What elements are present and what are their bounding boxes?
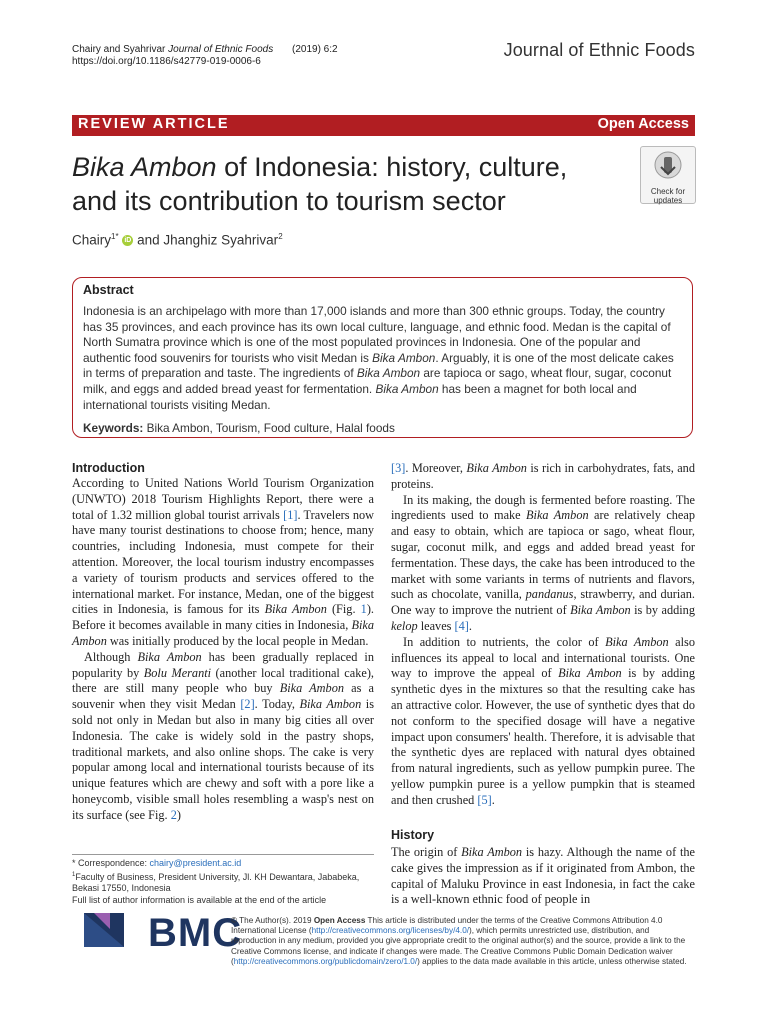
citation-year: (2019) 6:2: [292, 44, 338, 55]
text-run: has been gradually replaced in popularity by: [72, 649, 374, 680]
license-run: © The Author(s). 2019: [231, 916, 314, 925]
author-2-affil: 2: [278, 232, 283, 241]
citation-authors: Chairy and Syahrivar: [72, 44, 166, 55]
abstract-text-part: Bika Ambon: [356, 366, 421, 381]
intro-paragraph-2: [72, 650, 374, 824]
right-paragraph-1: [391, 493, 695, 635]
abstract-text-part: has been a magnet for both local and international tourists visiting Medan.: [83, 381, 637, 412]
footnotes: [72, 858, 372, 906]
license-open-access: Open Access: [313, 916, 366, 925]
abstract-heading: Abstract: [83, 283, 134, 297]
italic-term: Bolu Meranti: [143, 665, 212, 680]
text-run: . Moreover,: [405, 461, 467, 475]
check-for-updates-button[interactable]: [640, 146, 696, 204]
history-text: [391, 845, 695, 908]
footnote-divider: [72, 854, 374, 855]
right-column-text: [391, 461, 695, 809]
citation-link[interactable]: [1]: [283, 507, 298, 522]
introduction-heading: Introduction: [72, 461, 145, 475]
abstract-text-part: Bika Ambon: [375, 381, 439, 396]
text-run: also influences its appeal to local and international tourists. One way to improve the appeal of: [391, 634, 695, 681]
text-run: (Fig.: [326, 602, 361, 617]
affiliation-text: Faculty of Business, President University, Jl. KH Dewantara, Jababeka, Bekasi 17550, Indonesia: [72, 871, 360, 893]
bmc-logo-text: BMC: [148, 911, 243, 955]
abstract-text: [83, 304, 683, 413]
author-info-note: Full list of author information is available at the end of the article: [72, 894, 327, 905]
text-run: is sold not only in Medan but also in many big cities all over Indonesia. The cake is widely sold in the pastry shops, traditional markets, and also online shops. The cake is very popular among local and international tourists because of its unique features which are chewy and soft with a pore like a honeycomb, visible small holes resembling a wasp's nest on its surface (see Fig.: [72, 697, 374, 822]
italic-term: Bika Ambon: [526, 508, 589, 523]
author-1: Chairy: [72, 232, 112, 248]
text-run: as a souvenir when they visit Medan: [72, 681, 374, 712]
italic-term: Bika Ambon: [570, 603, 631, 618]
figure-link[interactable]: 1: [360, 602, 367, 617]
license-run: ) applies to the data made available in this article, unless otherwise stated.: [417, 956, 687, 966]
text-run: ). Before it becomes available in many cities in Indonesia,: [72, 602, 374, 633]
italic-term: Bika Ambon: [299, 697, 362, 712]
title-line1: of Indonesia: history, culture,: [216, 152, 568, 182]
figure-link[interactable]: 2: [170, 807, 177, 822]
italic-term: Bika Ambon: [264, 602, 327, 617]
italic-term: Bika Ambon: [558, 666, 622, 681]
license-text: [231, 916, 695, 967]
abstract-text-part: Bika Ambon: [372, 350, 436, 365]
text-run: , strawberry, and durian. One way to improve the nutrient of: [391, 587, 695, 618]
text-run: According to United Nations World Tourism Organization (UNWTO) 2018 Tourism Highlights Report, there were a total of 1.32 million global tourist arrivals: [72, 476, 374, 522]
keywords-line: [83, 421, 395, 435]
history-heading: History: [391, 828, 435, 842]
text-run: .: [468, 618, 472, 633]
check-updates-label1: Check for: [650, 187, 686, 196]
keywords-list: Bika Ambon, Tourism, Food culture, Halal foods: [143, 421, 395, 435]
bmc-logo: [84, 911, 242, 956]
article-type-band: [72, 115, 695, 136]
text-run: are relatively cheap and easy to obtain, which are tapioca or sago, wheat flour, sugar, coconut milk, and eggs and added bread yeast for fermentation. These days, the cake has been introduced to the market with some variants in terms of nutrients and flavors, such as chocolate, vanilla,: [391, 508, 695, 602]
text-run: is by adding: [630, 603, 695, 618]
author-list: [72, 232, 283, 248]
italic-term: Bika Ambon: [137, 649, 202, 664]
text-run: is hazy. Although the name of the cake gives the impression as if it originated from Ambon, the capital of Maluku Province in east Indonesia, in fact the cake is a well-known ethnic food of people in: [391, 845, 695, 907]
text-run: leaves: [417, 618, 455, 633]
citation-link[interactable]: [2]: [240, 697, 255, 712]
italic-term: Bika Ambon: [466, 461, 527, 475]
text-run: .: [491, 792, 495, 807]
text-run: In addition to nutrients, the color of: [403, 634, 606, 649]
abstract-text-part: are tapioca or sago, wheat flour, sugar, coconut milk, and eggs and added bread yeast for fermentation.: [83, 366, 672, 396]
text-run: . Travelers now have many tourist destinations to choose from; hence, many countries, including Indonesia, must compete for their attention. Moreover, the local tourism industry encompasses a variety of tourism products and services offered to the international market. For instance, Medan, one of the biggest cities in Indonesia, is famous for its: [72, 507, 375, 617]
keywords-label: Keywords:: [83, 421, 144, 435]
license-link[interactable]: http://creativecommons.org/licenses/by/4.0/: [311, 926, 470, 936]
italic-term: pandanus: [525, 587, 574, 602]
correspondence-label: * Correspondence:: [72, 858, 150, 868]
abstract-text-part: Indonesia is an archipelago with more than 17,000 islands and more than 300 ethnic groups. Today, the country has 35 provinces, and each province has its own local culture, language, and ethnic food. Medan is the capital of North Sumatra province which is one of the most populated provinces in Indonesia. One of the popular and authentic food souvenirs for tourists who visit Medan is: [83, 304, 671, 365]
italic-term: kelop: [391, 618, 418, 633]
text-run: was initially produced by the local people in Medan.: [106, 633, 369, 648]
intro-paragraph-1: [72, 476, 374, 650]
article-type-label: REVIEW ARTICLE: [78, 116, 230, 132]
text-run: The origin of: [391, 845, 462, 859]
author-2: and Jhanghiz Syahrivar: [133, 232, 279, 248]
affiliation-sup: 1: [72, 871, 76, 878]
italic-term: Bika Ambon: [461, 845, 523, 859]
italic-term: Bika Ambon: [605, 634, 669, 649]
citation-link[interactable]: [4]: [454, 618, 469, 633]
correspondence-email-link[interactable]: chairy@president.ac.id: [149, 858, 242, 868]
license-run: This article is distributed under the terms of the Creative Commons Attribution 4.0 International License (: [231, 916, 663, 936]
abstract-text-part: . Arguably, it is one of the most delicate cakes in terms of preparation and taste. The ingredients of: [83, 350, 674, 381]
license-run: ), which permits unrestricted use, distribution, and reproduction in any medium, provided you give appropriate credit to the original author(s) and the source, provide a link to the Creative Commons license, and indicate if changes were made. The Creative Commons Public Domain Dedication waiver (: [231, 926, 686, 966]
right-paragraph-0: [391, 461, 695, 493]
correspondence-line: [72, 858, 372, 870]
check-updates-icon: [653, 150, 683, 180]
right-paragraph-2: [391, 635, 695, 809]
text-run: . Today,: [254, 697, 300, 712]
text-run: Although: [84, 649, 138, 664]
public-domain-link[interactable]: http://creativecommons.org/publicdomain/zero/1.0/: [233, 956, 418, 966]
bmc-logo-icon: [84, 911, 142, 949]
check-updates-label2: updates: [653, 196, 683, 205]
left-column-text: [72, 476, 374, 824]
text-run: is rich in carbohydrates, fats, and proteins.: [391, 461, 695, 491]
italic-term: Bika Ambon: [279, 681, 345, 696]
affiliation-line: [72, 870, 372, 895]
abstract-box: [72, 277, 693, 438]
text-run: is by adding synthetic dyes in the mixtures so that the resulting cake has an attractive color. However, the use of synthetic dyes that do not conform to the specified dosage will have a negative impact upon consumers' health. Therefore, it is advisable that the synthetic dyes are replaced with natural dyes obtained from natural ingredients, such as yellow pumpkin puree. The yellow pumpkin puree is a yellow pumpkin that is steamed and then crushed: [391, 666, 695, 807]
citation-link[interactable]: [3]: [391, 461, 406, 475]
citation-journal: Journal of Ethnic Foods: [168, 44, 274, 55]
orcid-icon[interactable]: iD: [124, 237, 132, 245]
open-access-label: Open Access: [597, 116, 689, 132]
title-line2: and its contribution to tourism sector: [72, 186, 506, 216]
journal-name: Journal of Ethnic Foods: [503, 40, 695, 60]
article-title: [72, 150, 617, 218]
author-1-affil: 1*: [111, 232, 119, 241]
text-run: ): [176, 807, 181, 822]
doi-link[interactable]: https://doi.org/10.1186/s42779-019-0006-6: [72, 56, 261, 67]
italic-term: Bika Ambon: [72, 618, 374, 648]
citation-link[interactable]: [5]: [477, 792, 492, 807]
title-italic: Bika Ambon: [72, 152, 217, 182]
text-run: (another local traditional cake), there are still many people who buy: [72, 665, 374, 696]
text-run: In its making, the dough is fermented before roasting. The ingredients used to make: [391, 492, 695, 523]
history-paragraph: [391, 845, 695, 908]
